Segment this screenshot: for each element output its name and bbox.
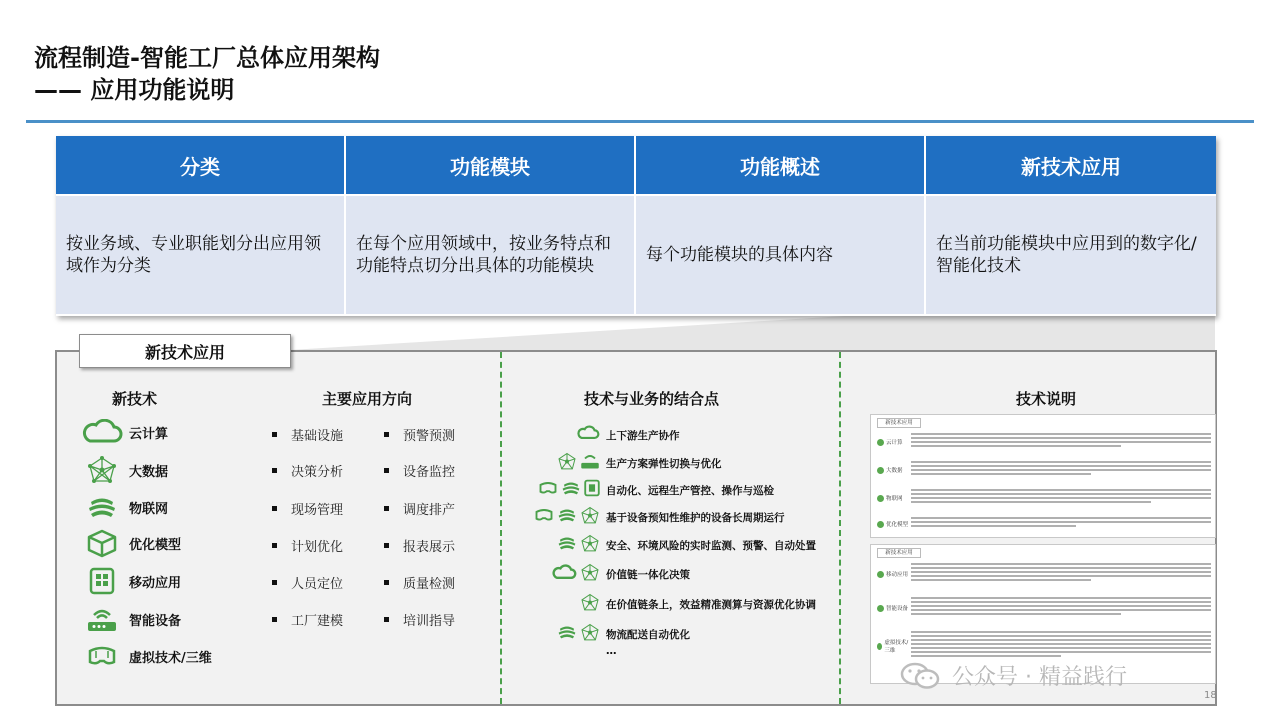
- doc-row-label: 移动应用: [886, 572, 909, 578]
- title-divider: [26, 120, 1254, 123]
- cloud-icon: [576, 425, 600, 445]
- router-icon: [580, 452, 600, 474]
- table-cell-category: [56, 196, 344, 314]
- direction-item: [272, 461, 343, 480]
- combination-item: [516, 422, 680, 448]
- vr-headset-icon: [538, 479, 558, 501]
- tech-item: [80, 566, 181, 596]
- doc-row-label: 智能设备: [886, 606, 909, 612]
- doc-row: [877, 459, 1211, 477]
- page-number: 18: [1204, 690, 1217, 701]
- direction-item: [272, 573, 343, 592]
- table-cell-module: [346, 196, 634, 314]
- doc-row-label: 大数据: [886, 468, 903, 474]
- network-icon: [80, 455, 124, 485]
- watermark: [900, 660, 1127, 691]
- explanation-heading: 技术说明: [1016, 390, 1077, 408]
- combination-item: [516, 591, 816, 617]
- direction-label: 基础设施: [291, 429, 344, 444]
- cloud-icon: [80, 417, 124, 447]
- dashed-divider: [839, 352, 841, 704]
- router-icon: [80, 604, 124, 634]
- tech-label: 虚拟技术/三维: [129, 650, 212, 666]
- combination-item: [516, 532, 816, 558]
- combination-label: 自动化、远程生产管控、操作与巡检: [606, 484, 774, 497]
- mobile-app-icon: [584, 479, 600, 501]
- combination-label: 生产方案弹性切换与优化: [606, 457, 722, 470]
- doc-row-label: 物联网: [886, 496, 903, 502]
- direction-item: [384, 425, 455, 444]
- combination-label: 上下游生产协作: [606, 429, 680, 442]
- mobile-app-icon: [80, 566, 124, 596]
- direction-label: 培训指导: [403, 614, 456, 629]
- vr-headset-icon: [80, 641, 124, 671]
- direction-label: 计划优化: [291, 540, 344, 555]
- tech-explanation-doc: [870, 414, 1216, 538]
- combination-item: [516, 477, 774, 503]
- table-cell-overview: [636, 196, 924, 314]
- combination-item: [516, 561, 690, 587]
- tech-label: 云计算: [129, 426, 169, 442]
- combination-label: 基于设备预知性维护的设备长周期运行: [606, 511, 785, 524]
- direction-item: [272, 610, 343, 629]
- tech-item: [80, 417, 168, 447]
- panel-tag: 新技术应用: [79, 334, 291, 368]
- doc-row: [877, 487, 1211, 505]
- direction-item: [384, 610, 455, 629]
- doc-row: [877, 561, 1211, 583]
- direction-label: 预警预测: [403, 429, 456, 444]
- direction-label: 决策分析: [291, 465, 344, 480]
- tech-item: [80, 641, 212, 671]
- combination-label: 安全、环境风险的实时监测、预警、自动处置: [606, 539, 816, 552]
- network-icon: [580, 563, 600, 586]
- tech-item: [80, 528, 181, 558]
- tech-label: 大数据: [129, 464, 169, 480]
- cloud-icon: [551, 564, 577, 585]
- direction-item: [272, 536, 343, 555]
- combination-item: [516, 504, 785, 530]
- title-line-2: —— 应用功能说明: [34, 76, 235, 104]
- direction-label: 报表展示: [403, 540, 456, 555]
- direction-label: 质量检测: [403, 577, 456, 592]
- table-header-overview: 功能概述: [636, 136, 924, 194]
- wechat-icon: [900, 662, 940, 690]
- direction-heading: 主要应用方向: [322, 390, 413, 408]
- doc-row-label: 虚拟技术/三维: [884, 640, 909, 654]
- tech-label: 物联网: [129, 501, 169, 517]
- tech-item: [80, 455, 168, 485]
- watermark-text: 公众号 · 精益践行: [952, 665, 1127, 690]
- cell-text: 每个功能模块的具体内容: [646, 245, 833, 265]
- globe-icon: [557, 534, 577, 556]
- direction-label: 设备监控: [403, 465, 456, 480]
- title-line-1: 流程制造-智能工厂总体应用架构: [34, 44, 380, 72]
- doc-row: [877, 595, 1211, 617]
- globe-icon: [561, 479, 581, 501]
- definition-table: [56, 136, 1216, 316]
- table-header-new-tech: 新技术应用: [926, 136, 1216, 194]
- network-icon: [580, 534, 600, 557]
- combination-label: 在价值链条上，效益精准测算与资源优化协调: [606, 598, 816, 611]
- tech-label: 移动应用: [129, 575, 182, 591]
- direction-item: [384, 461, 455, 480]
- doc-header: 新技术应用: [877, 418, 921, 428]
- combination-label: 价值链一体化决策: [606, 568, 690, 581]
- cell-text: 在当前功能模块中应用到的数字化/智能化技术: [936, 234, 1197, 276]
- cell-text: 在每个应用领域中，按业务特点和功能特点切分出具体的功能模块: [356, 234, 611, 276]
- cell-text: 按业务域、专业职能划分出应用领域作为分类: [66, 234, 321, 276]
- tech-item: [80, 492, 168, 522]
- network-icon: [580, 506, 600, 529]
- direction-label: 调度排产: [403, 503, 456, 518]
- direction-label: 工厂建模: [291, 614, 344, 629]
- combination-label: 物流配送自动优化: [606, 628, 690, 641]
- direction-label: 人员定位: [291, 577, 344, 592]
- direction-item: [384, 573, 455, 592]
- direction-item: [384, 536, 455, 555]
- network-icon: [557, 452, 577, 475]
- doc-row: [877, 431, 1211, 449]
- tech-label: 智能设备: [129, 613, 182, 629]
- tech-label: 优化模型: [129, 537, 182, 553]
- table-header-category: 分类: [56, 136, 344, 194]
- combination-item: [516, 638, 617, 664]
- globe-icon: [80, 492, 124, 522]
- tech-heading: 新技术: [112, 390, 158, 408]
- direction-item: [272, 499, 343, 518]
- combination-item: [516, 450, 722, 476]
- doc-row-label: 云计算: [886, 440, 903, 446]
- tech-item: [80, 604, 181, 634]
- doc-row-label: 优化模型: [886, 522, 909, 528]
- doc-row: [877, 629, 1211, 659]
- cube-icon: [80, 528, 124, 558]
- direction-item: [384, 499, 455, 518]
- network-icon: [580, 593, 600, 616]
- combination-heading: 技术与业务的结合点: [584, 390, 720, 408]
- table-header-module: 功能模块: [346, 136, 634, 194]
- globe-icon: [557, 506, 577, 528]
- direction-item: [272, 425, 343, 444]
- page-title: [34, 42, 380, 106]
- table-cell-new-tech: [926, 196, 1216, 314]
- vr-headset-icon: [534, 506, 554, 528]
- direction-label: 现场管理: [291, 503, 344, 518]
- dashed-divider: [500, 352, 502, 704]
- combination-label: …: [606, 645, 617, 657]
- doc-row: [877, 515, 1211, 529]
- doc-header: 新技术应用: [877, 548, 921, 558]
